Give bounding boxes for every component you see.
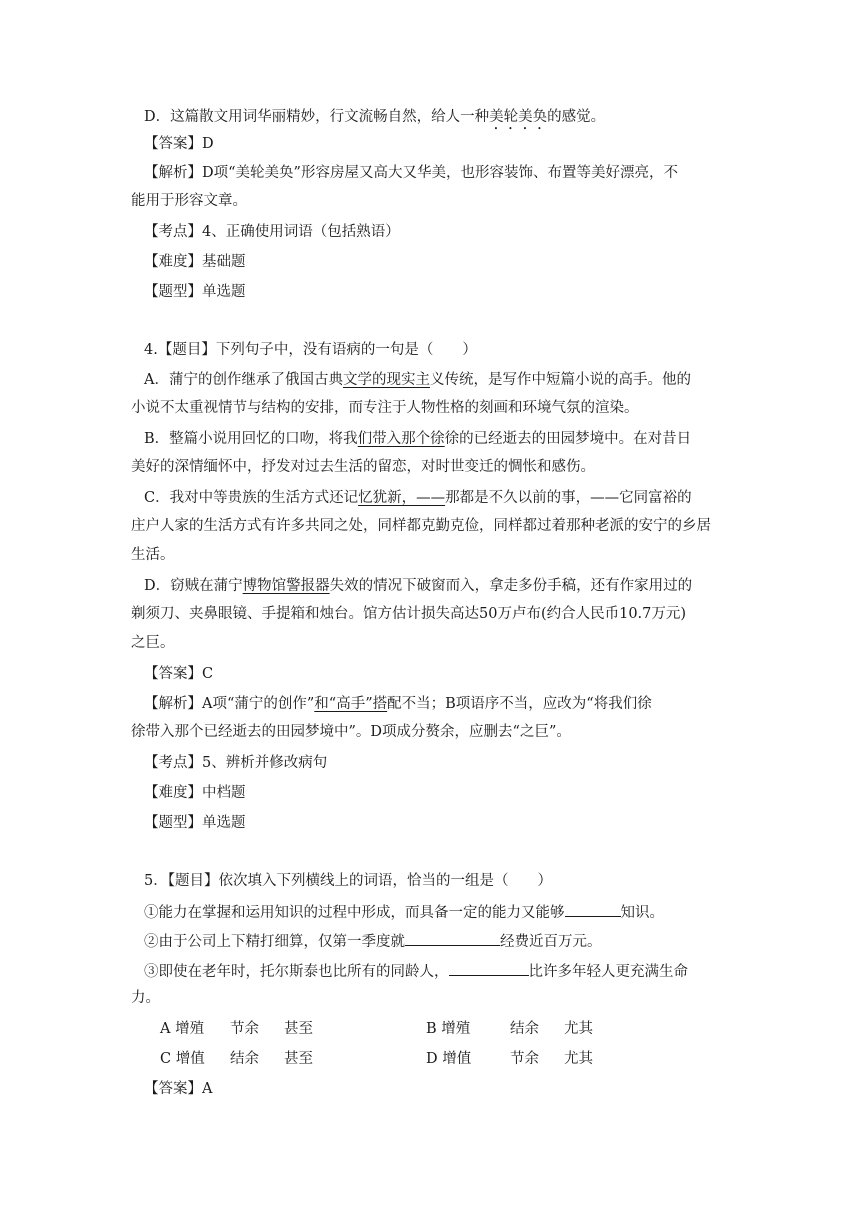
q4-analysis-line1 xyxy=(144,694,652,714)
q4-option-c-line3: 生活。 xyxy=(131,547,175,563)
q5-c-word1: C 增值 xyxy=(160,1051,205,1067)
q4-c-underlined: 忆犹新，—— xyxy=(358,490,446,506)
q3-analysis-line2: 能用于形容文章。 xyxy=(131,193,247,209)
q5-s1-pre: ①能力在掌握和运用知识的过程中形成，而具备一定的能力又能够 xyxy=(144,905,565,921)
q5-d-word1: D 增值 xyxy=(426,1051,472,1067)
q5-c-word3: 甚至 xyxy=(284,1051,313,1067)
q4-analysis-line2: 徐带入那个已经逝去的田园梦境中”。D项成分赘余，应删去“之巨”。 xyxy=(131,724,571,740)
q5-s2-pre: ②由于公司上下精打细算，仅第一季度就 xyxy=(144,934,405,950)
q5-a-word1: A 增殖 xyxy=(160,1021,205,1037)
q4-c-pre: C．我对中等贵族的生活方式还记 xyxy=(144,490,359,506)
q4-option-b-line1 xyxy=(144,429,691,449)
q4-d-pre: D．窃贼在蒲宁 xyxy=(144,578,243,594)
q4-answer: 【答案】C xyxy=(144,666,214,682)
q5-blank-1 xyxy=(565,901,621,917)
q4-kaodian: 【考点】5、辨析并修改病句 xyxy=(144,755,328,771)
q5-answer: 【答案】A xyxy=(144,1081,213,1097)
q5-b-word2: 结余 xyxy=(510,1021,539,1037)
q3-tixing: 【题型】单选题 xyxy=(144,284,246,300)
q4-stem: 4.【题目】下列句子中，没有语病的一句是（ ） xyxy=(144,342,477,358)
q5-sentence-2 xyxy=(144,930,602,950)
q4-option-c-line2: 庄户人家的生活方式有许多共同之处，同样都克勤克俭，同样都过着那种老派的安宁的乡居 xyxy=(131,518,711,534)
q4-analysis-post: 配不当；B项语序不当，应改为“将我们徐 xyxy=(387,696,652,712)
q3-answer: 【答案】D xyxy=(144,136,214,152)
q3-option-d-text: D．这篇散文用词华丽精妙，行文流畅自然，给人一种 xyxy=(144,109,490,125)
q5-a-word2: 节余 xyxy=(230,1021,259,1037)
q5-sentence-1 xyxy=(144,901,664,921)
q5-d-word3: 尤其 xyxy=(564,1051,593,1067)
q4-c-post: 那都是不久以前的事，——它同富裕的 xyxy=(445,490,692,506)
q4-b-underlined: 们带入那个徐 xyxy=(357,431,445,447)
q5-s3-pre: ③即使在老年时，托尔斯泰也比所有的同龄人， xyxy=(144,964,449,980)
q4-nandu: 【难度】中档题 xyxy=(144,785,246,801)
q5-c-word2: 结余 xyxy=(230,1051,259,1067)
q3-nandu: 【难度】基础题 xyxy=(144,254,246,270)
q5-a-word3: 甚至 xyxy=(284,1021,313,1037)
q4-option-d-line1 xyxy=(144,576,692,596)
q4-option-b-line2: 美好的深情缅怀中，抒发对过去生活的留恋，对时世变迁的惆怅和感伤。 xyxy=(131,459,595,475)
q4-option-d-line3: 之巨。 xyxy=(131,635,175,651)
q3-analysis-line1: 【解析】D项“美轮美奂”形容房屋又高大又华美，也形容装饰、布置等美好漂亮，不 xyxy=(144,165,678,181)
q3-kaodian: 【考点】4、正确使用词语（包括熟语） xyxy=(144,224,400,240)
q4-a-post: 义传统，是写作中短篇小说的高手。他的 xyxy=(429,372,691,388)
q4-tixing: 【题型】单选题 xyxy=(144,815,246,831)
q4-a-pre: A．蒲宁的创作继承了俄国古典 xyxy=(144,372,343,388)
q3-option-d xyxy=(144,107,605,127)
q4-b-post: 徐的已经逝去的田园梦境中。在对昔日 xyxy=(444,431,692,447)
q5-s2-post: 经费近百万元。 xyxy=(500,934,602,950)
q3-option-d-tail: 的感觉。 xyxy=(547,109,606,125)
q5-d-word2: 节余 xyxy=(510,1051,539,1067)
q4-d-underlined: 博物馆警报器 xyxy=(242,578,330,594)
q3-option-d-dotted: 美轮美奂 xyxy=(489,109,548,125)
q5-sentence-3 xyxy=(144,960,688,980)
q4-option-a-line2: 小说不太重视情节与结构的安排，而专注于人物性格的刻画和环境气氛的渲染。 xyxy=(131,400,639,416)
q5-stem: 5．【题目】依次填入下列横线上的词语，恰当的一组是（ ） xyxy=(144,873,552,889)
q5-b-word3: 尤其 xyxy=(564,1021,593,1037)
q4-option-c-line1 xyxy=(144,488,692,508)
q4-analysis-pre: 【解析】A项“蒲宁的创作” xyxy=(144,696,315,712)
q5-s3-post: 比许多年轻人更充满生命 xyxy=(528,964,688,980)
q4-option-d-line2: 剃须刀、夹鼻眼镜、手提箱和烛台。馆方估计损失高达50万卢布(约合人民币10.7万元) xyxy=(131,606,687,622)
q4-b-pre: B．整篇小说用回忆的口吻，将我 xyxy=(144,431,358,447)
q4-a-underlined: 文学的现实主 xyxy=(342,372,430,388)
q5-blank-3 xyxy=(449,960,529,976)
q5-sentence-3-line2: 力。 xyxy=(131,990,160,1006)
q4-option-a-line1 xyxy=(144,370,691,390)
q4-analysis-underlined: 和“高手”搭 xyxy=(314,696,388,712)
q5-b-word1: B 增殖 xyxy=(426,1021,471,1037)
q5-s1-post: 知识。 xyxy=(620,905,664,921)
q5-blank-2 xyxy=(405,930,500,946)
q4-d-post: 失效的情况下破窗而入，拿走多份手稿，还有作家用过的 xyxy=(329,578,693,594)
